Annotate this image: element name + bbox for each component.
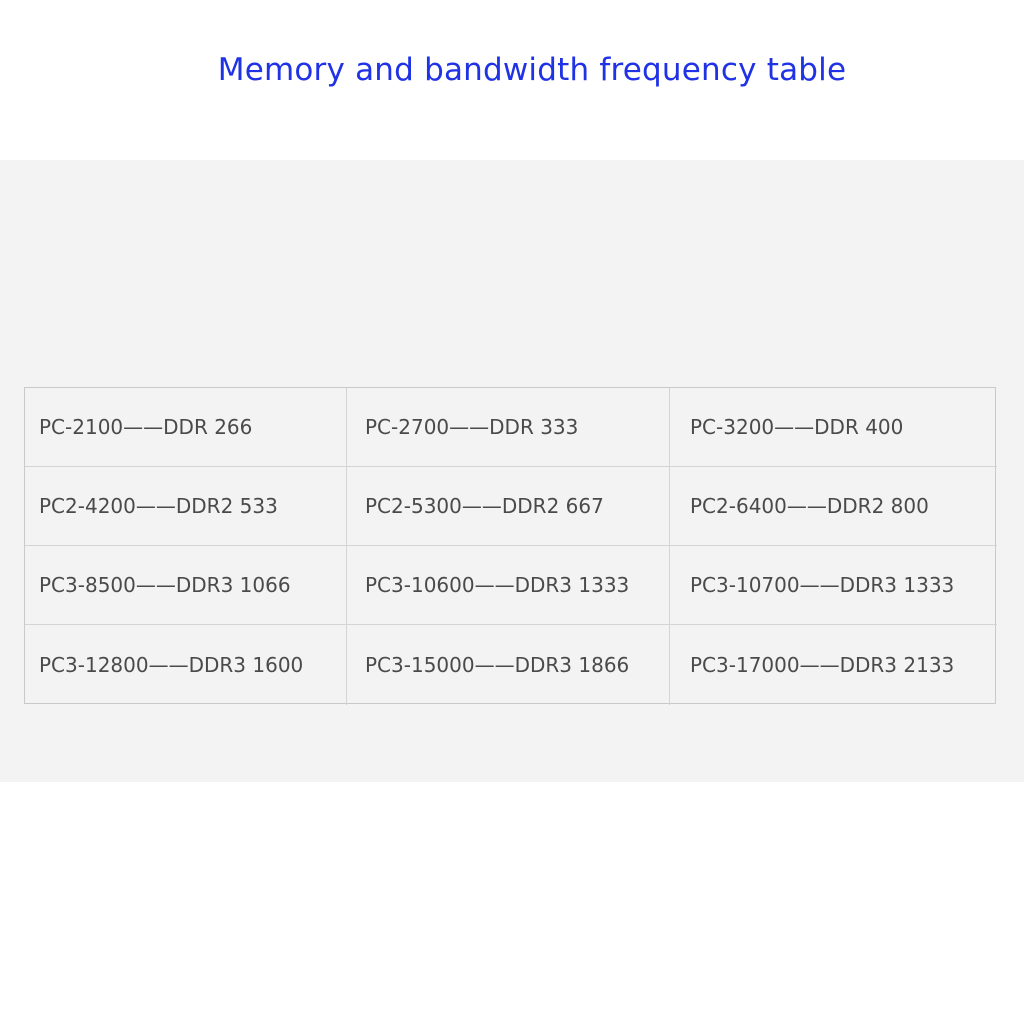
table-cell: PC2-5300——DDR2 667	[347, 467, 670, 546]
table-cell: PC3-10700——DDR3 1333	[670, 546, 997, 625]
table-cell: PC-2100——DDR 266	[25, 388, 347, 467]
table-cell: PC3-15000——DDR3 1866	[347, 625, 670, 705]
table-cell: PC3-12800——DDR3 1600	[25, 625, 347, 705]
table-cell: PC2-4200——DDR2 533	[25, 467, 347, 546]
table-cell: PC2-6400——DDR2 800	[670, 467, 997, 546]
table-cell: PC-2700——DDR 333	[347, 388, 670, 467]
frequency-table	[24, 387, 996, 704]
table-cell: PC3-8500——DDR3 1066	[25, 546, 347, 625]
table-cell: PC3-17000——DDR3 2133	[690, 653, 955, 677]
page-title: Memory and bandwidth frequency table	[217, 52, 847, 88]
table-cell: PC3-10600——DDR3 1333	[347, 546, 670, 625]
table-cell: PC-3200——DDR 400	[670, 388, 997, 467]
